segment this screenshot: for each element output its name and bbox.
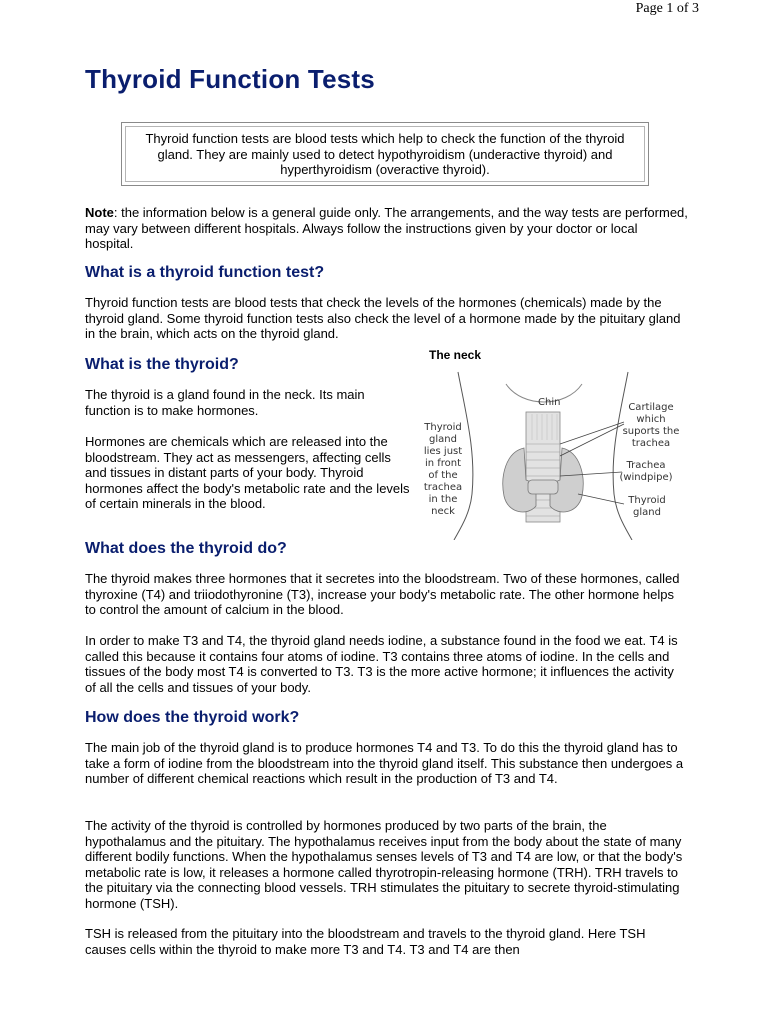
svg-text:Cartilage: Cartilage	[628, 402, 674, 413]
paragraph: The thyroid makes three hormones that it secretes into the bloodstream. Two of these hormones, called thyroxine (T4) and triiodothyronine (T3), increase your body's metabolic rate. The other hormone helps to control the amount of calcium in the blood.	[85, 571, 680, 617]
thyroid-isthmus	[528, 480, 558, 494]
svg-text:in front: in front	[424, 458, 462, 469]
diagram-title: The neck	[429, 348, 482, 362]
paragraph: The thyroid is a gland found in the neck. Its main function is to make hormones.	[85, 387, 365, 418]
page-number: Page 1 of 3	[635, 1, 699, 16]
label-cartilage	[623, 402, 680, 449]
left-caption	[423, 422, 462, 517]
svg-text:of the: of the	[428, 470, 458, 481]
note-paragraph	[85, 205, 688, 252]
note-label: Note	[85, 205, 114, 220]
svg-text:which: which	[636, 414, 666, 425]
label-trachea	[619, 460, 672, 483]
svg-text:Trachea: Trachea	[626, 460, 666, 471]
label-chin: Chin	[538, 397, 561, 408]
paragraph: The main job of the thyroid gland is to produce hormones T4 and T3. To do this the thyroid gland has to take a form of iodine from the bloodstream into the thyroid gland itself. This substance then undergoes a number of different chemical reactions which result in the production of T3 and T4.	[85, 740, 684, 786]
svg-text:Thyroid: Thyroid	[424, 422, 462, 433]
svg-text:trachea: trachea	[631, 438, 671, 449]
paragraph: Hormones are chemicals which are released into the bloodstream. They act as messengers, affecting cells and tissues in distant parts of your body. Thyroid hormones affect the body's metabolic rate and the levels of certain minerals in the blood.	[85, 434, 410, 511]
neck-diagram	[418, 344, 686, 540]
note-text: : the information below is a general guide only. The arrangements, and the way tests are performed, may vary between different hospitals. Always follow the instructions given by your doctor or local hospital.	[85, 205, 688, 251]
svg-text:trachea: trachea	[423, 482, 463, 493]
svg-text:neck: neck	[431, 506, 455, 517]
svg-text:gland: gland	[429, 434, 457, 445]
paragraph: TSH is released from the pituitary into the bloodstream and travels to the thyroid gland. Here TSH causes cells within the thyroid to make more T3 and T4. T3 and T4 are then	[85, 926, 646, 957]
page-title: Thyroid Function Tests	[85, 64, 375, 94]
paragraph: In order to make T3 and T4, the thyroid gland needs iodine, a substance found in the food we eat. T4 is called this because it contains four atoms of iodine. T3 contains three atoms of iodine. In the cells and tissues of the body most T4 is converted to T3. T3 is the more active hormone; it influences the activity of all the cells and tissues of your body.	[85, 633, 678, 695]
svg-text:in the: in the	[428, 494, 458, 505]
heading-how-does-thyroid-work: How does the thyroid work?	[85, 709, 300, 726]
intro-box	[121, 122, 649, 186]
label-thyroid	[627, 495, 666, 518]
svg-text:Thyroid: Thyroid	[628, 495, 666, 506]
paragraph: Thyroid function tests are blood tests that check the levels of the hormones (chemicals) made by the thyroid gland. Some thyroid function tests also check the level of a hormone made by the pituitary gland in the brain, which acts on the thyroid gland.	[85, 295, 681, 341]
svg-text:suports the: suports the	[622, 426, 680, 437]
heading-what-does-thyroid-do: What does the thyroid do?	[85, 540, 287, 557]
heading-what-is-thyroid: What is the thyroid?	[85, 356, 239, 373]
svg-text:(windpipe): (windpipe)	[619, 472, 673, 483]
neck-outline-right	[613, 372, 632, 540]
svg-text:lies just: lies just	[423, 446, 463, 457]
intro-text: Thyroid function tests are blood tests which help to check the function of the thyroid gland. They are mainly used to detect hypothyroidism (underactive thyroid) and hyperthyroidism (overactive thyroid).	[125, 126, 645, 182]
heading-what-is-test: What is a thyroid function test?	[85, 264, 325, 281]
paragraph: The activity of the thyroid is controlled by hormones produced by two parts of the brain, the hypothalamus and the pituitary. The hypothalamus receives input from the body about the state of many different bodily functions. When the hypothalamus senses levels of T3 and T4 are low, or that the body's metabolic rate is low, it releases a hormone called thyrotropin-releasing hormone (TRH). TRH travels to the pituitary via the connecting blood vessels. TRH stimulates the pituitary to secrete thyroid-stimulating hormone (TSH).	[85, 818, 683, 911]
svg-text:gland: gland	[633, 507, 661, 518]
